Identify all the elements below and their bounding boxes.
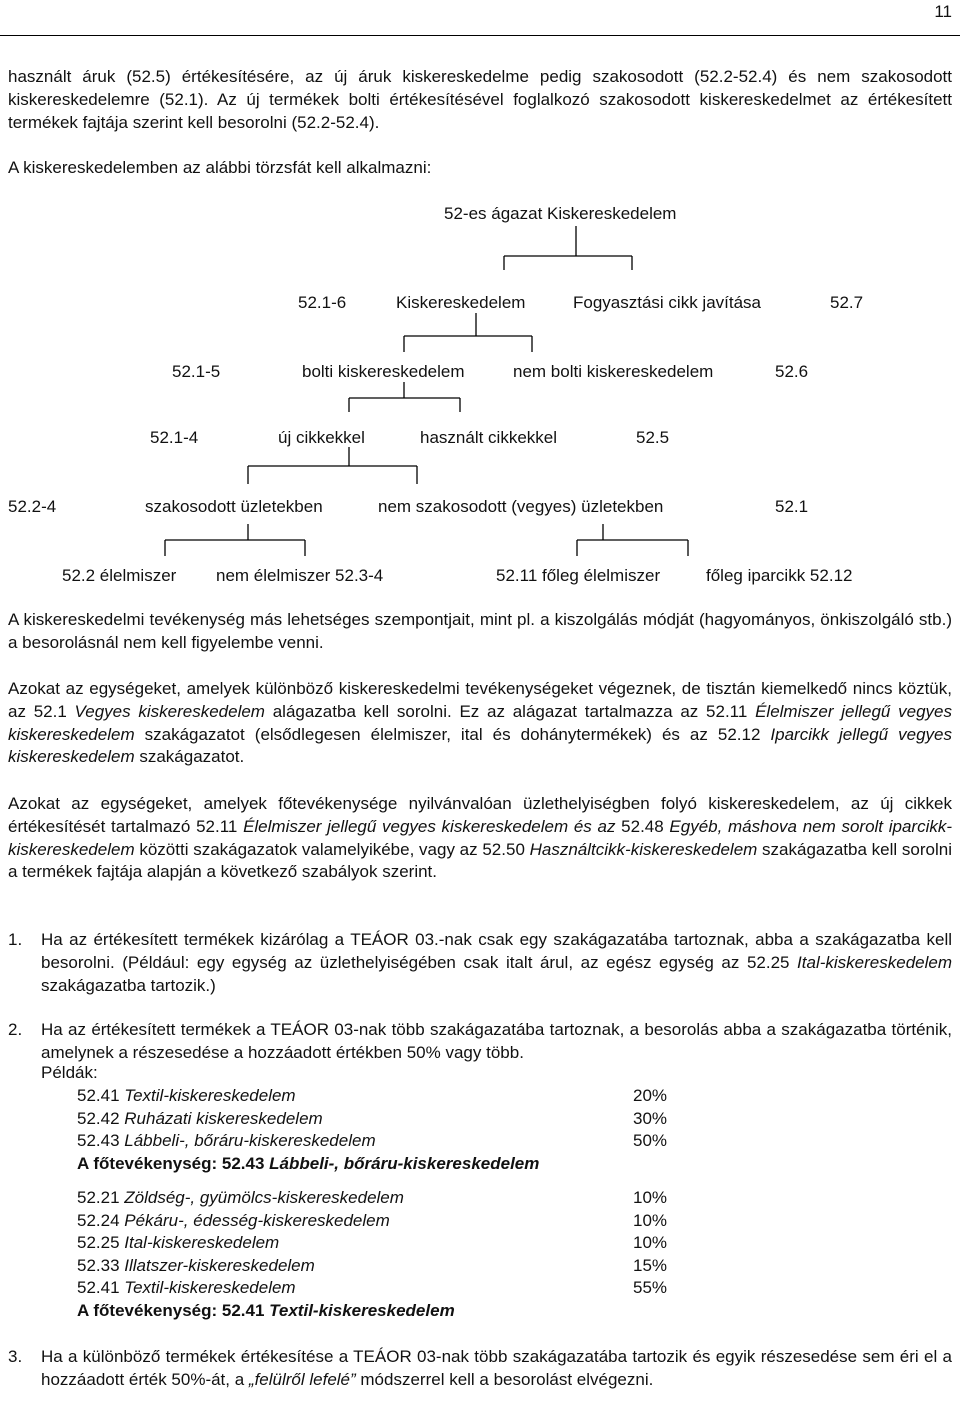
rule-number: 2. — [8, 1020, 23, 1039]
example-main-activity: A főtevékenység: 52.41 Textil-kiskereskedelem — [77, 1301, 455, 1320]
tree-l4-code-left: 52.2-4 — [8, 497, 57, 516]
tree-l5-mainly-food: 52.11 főleg élelmiszer — [496, 566, 661, 585]
rule-item-2: 2. Ha az értékesített termékek a TEÁOR 03-nak több szakágazatába tartoznak, a besorolás abba a szakágazatba történik, amelynek a részesedése a hozzáadott értékben 50% vagy több. — [8, 1020, 952, 1062]
example-row: 52.25 Ital-kiskereskedelem 10% — [77, 1233, 668, 1252]
example-row: 52.42 Ruházati kiskereskedelem 30% — [77, 1109, 668, 1128]
rule-number: 3. — [8, 1347, 23, 1366]
tree-l4-code-right: 52.1 — [775, 497, 809, 516]
intro-paragraph: használt áruk (52.5) értékesítésére, az új áruk kiskereskedelme pedig szakosodott (52.2-52.4) és nem szakosodott kiskereskedelemre (52.1). Az új termékek bolti értékesítésével foglalkozó szakosodott kiskereskedelmet az értékesített termékek fajtája szerint kell besorolni (52.2-52.4). — [8, 67, 952, 132]
rule-item-3: 3. Ha a különböző termékek értékesítése a TEÁOR 03-nak több szakágazatába tartozik és egyik részesedése sem éri el a hozzáadott érték 50%-át, a „felülről lefelé” módszerrel kell a besorolást elvégezni. — [8, 1347, 952, 1389]
tree-l1-code-left: 52.1-6 — [298, 293, 347, 312]
example-row: 52.41 Textil-kiskereskedelem 55% — [77, 1278, 668, 1297]
example-row: 52.41 Textil-kiskereskedelem 20% — [77, 1086, 668, 1105]
tree-l3-code-left: 52.1-4 — [150, 428, 199, 447]
tree-l3-left: új cikkekkel — [278, 428, 365, 447]
tree-l1-right: Fogyasztási cikk javítása — [573, 293, 762, 312]
example-row: 52.43 Lábbeli-, bőráru-kiskereskedelem 50% — [77, 1131, 668, 1150]
example-row: 52.24 Pékáru-, édesség-kiskereskedelem 10% — [77, 1211, 668, 1230]
paragraph-service-mode: A kiskereskedelmi tevékenység más lehetséges szempontjait, mint pl. a kiszolgálás módját (hagyományos, önkiszolgáló stb.) a besorolásnál nem kell figyelembe venni. — [8, 610, 952, 652]
page-number: 11 — [934, 2, 952, 21]
header-rule — [0, 35, 960, 36]
example-main-activity: A főtevékenység: 52.43 Lábbeli-, bőráru-kiskereskedelem — [77, 1154, 540, 1173]
tree-intro: A kiskereskedelemben az alábbi törzsfát kell alkalmazni: — [8, 158, 432, 177]
tree-l2-left: bolti kiskereskedelem — [302, 362, 465, 381]
tree-l3-right: használt cikkekkel — [420, 428, 558, 447]
tree-l4-left: szakosodott üzletekben — [145, 497, 323, 516]
tree-l4-right: nem szakosodott (vegyes) üzletekben — [378, 497, 664, 516]
tree-l2-right: nem bolti kiskereskedelem — [513, 362, 714, 381]
tree-l2-code-right: 52.6 — [775, 362, 809, 381]
tree-l1-left: Kiskereskedelem — [396, 293, 526, 312]
tree-l5-food: 52.2 élelmiszer — [62, 566, 177, 585]
tree-l3-code-right: 52.5 — [636, 428, 670, 447]
rule-number: 1. — [8, 930, 23, 949]
tree-l1-code-right: 52.7 — [830, 293, 864, 312]
paragraph-mixed-retail: Azokat az egységeket, amelyek különböző kiskereskedelmi tevékenységeket végeznek, de tisztán kiemelkedő nincs köztük, az 52.1 Vegyes kiskereskedelem alágazatba kell sorolni. Ez az alágazat tartalmazza az 52.11 Élelmiszer jellegű vegyes kiskereskedelem szakágazatot (elsődlegesen élelmiszer, ital és dohánytermékek) és az 52.12 Iparcikk jellegű vegyes kiskereskedelem szakágazatot. — [8, 679, 953, 767]
tree-l5-nonfood: nem élelmiszer 52.3-4 — [216, 566, 384, 585]
examples-label: Példák: — [41, 1063, 98, 1082]
tree-root: 52-es ágazat Kiskereskedelem — [444, 204, 677, 223]
example-row: 52.33 Illatszer-kiskereskedelem 15% — [77, 1256, 668, 1275]
rule-item-1: 1. Ha az értékesített termékek kizárólag a TEÁOR 03.-nak csak egy szakágazatába tartoznak, abba a szakágazatba kell besorolni. (Például: egy egység az üzlethelyiségében csak italt árul, az egész egység az 52.25 Ital-kiskereskedelem szakágazatba tartozik.) — [8, 930, 952, 995]
example-row: 52.21 Zöldség-, gyümölcs-kiskereskedelem 10% — [77, 1188, 668, 1207]
tree-l2-code-left: 52.1-5 — [172, 362, 221, 381]
paragraph-rules-intro: Azokat az egységeket, amelyek főtevékenysége nyilvánvalóan üzlethelyiségben folyó kiskereskedelem, az új cikkek értékesítését tartalmazó 52.11 Élelmiszer jellegű vegyes kiskereskedelem és az 52.48 Egyéb, máshova nem sorolt iparcikk-kiskereskedelem közötti szakágazatok valamelyikébe, vagy az 52.50 Használtcikk-kiskereskedelem szakágazatba kell sorolni a termékek fajtája alapján a következő szabályok szerint. — [8, 794, 953, 882]
tree-l5-mainly-industrial: főleg iparcikk 52.12 — [706, 566, 853, 585]
